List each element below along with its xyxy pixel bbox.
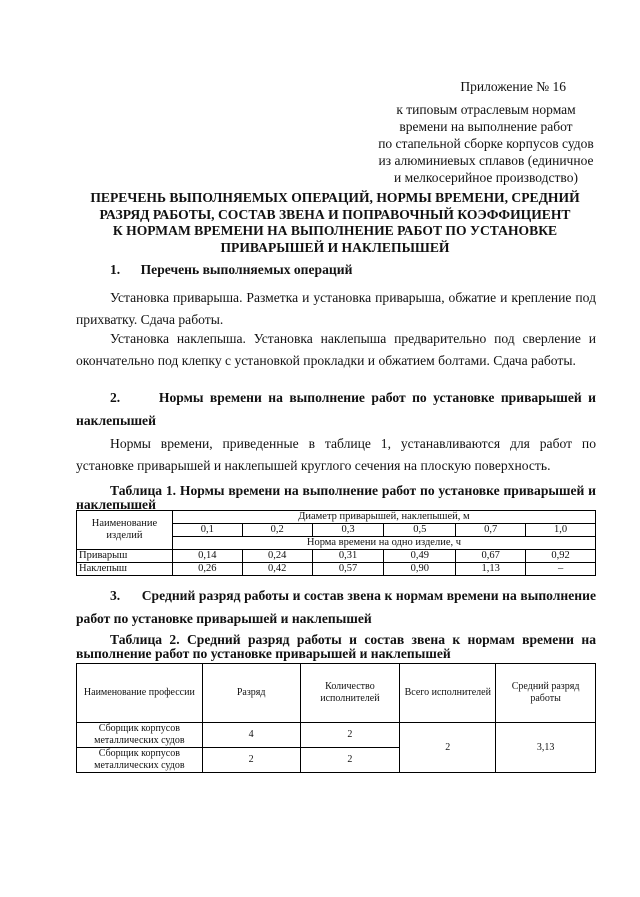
appendix-line: к типовым отраслевым нормам <box>396 102 576 117</box>
table2-total: 2 <box>400 723 496 773</box>
section2-para: Нормы времени, приведенные в таблице 1, устанавливаются для работ по установке приварышей и наклепышей круглого сечения на плоскую поверхность. <box>76 436 596 473</box>
table1-cell: 0,31 <box>312 550 384 563</box>
table-row <box>77 550 596 563</box>
table1-diameter: 0,3 <box>312 524 384 537</box>
appendix-line: времени на выполнение работ <box>399 119 573 134</box>
appendix-line: и мелкосерийное производство) <box>394 170 578 185</box>
table1-diameter: 0,5 <box>384 524 456 537</box>
appendix-line: по стапельной сборке корпусов судов <box>378 136 594 151</box>
table2-count: 2 <box>300 748 400 773</box>
section1-para1: Установка приварыша. Разметка и установка приварыша, обжатие и крепление под прихватку. Сдача работы. <box>76 290 596 327</box>
table1-diameter: 0,7 <box>456 524 526 537</box>
title-line: РАЗРЯД РАБОТЫ, СОСТАВ ЗВЕНА И ПОПРАВОЧНЫЙ КОЭФФИЦИЕНТ <box>99 206 571 222</box>
table-row <box>77 723 596 748</box>
table-row <box>77 563 596 576</box>
table2-caption: Таблица 2. Средний разряд работы и состав звена к нормам времени на выполнение работ по установке приварышей и наклепышей <box>76 632 596 661</box>
table2-header: Наименование профессии <box>77 664 203 723</box>
table2-profession: Сборщик корпусов металлических судов <box>77 723 203 748</box>
title-line: ПЕРЕЧЕНЬ ВЫПОЛНЯЕМЫХ ОПЕРАЦИЙ, НОРМЫ ВРЕМЕНИ, СРЕДНИЙ <box>90 190 580 205</box>
appendix-line: из алюминиевых сплавов (единичное <box>378 153 594 168</box>
table1-cell: 0,26 <box>172 563 242 576</box>
table1-diameter-header: Диаметр приварышей, наклепышей, м <box>172 511 595 524</box>
table2-header: Средний разряд работы <box>496 664 596 723</box>
section1-heading: 1. Перечень выполняемых операций <box>110 262 353 277</box>
table1-diameter: 0,1 <box>172 524 242 537</box>
table1-diameter: 1,0 <box>526 524 596 537</box>
table1-cell: – <box>526 563 596 576</box>
table2-header: Разряд <box>202 664 300 723</box>
section3-heading: 3. Средний разряд работы и состав звена к нормам времени на выполнение работ по установке приварышей и наклепышей <box>76 588 600 626</box>
section2-heading: 2. Нормы времени на выполнение работ по установке приварышей и наклепышей <box>76 390 600 428</box>
table2-profession: Сборщик корпусов металлических судов <box>77 748 203 773</box>
table1-cell: 1,13 <box>456 563 526 576</box>
table1-cell: 0,49 <box>384 550 456 563</box>
table1-cell: 0,14 <box>172 550 242 563</box>
appendix-block <box>376 78 596 186</box>
table2-avg-grade: 3,13 <box>496 723 596 773</box>
table2 <box>76 663 596 773</box>
title-line: ПРИВАРЫШЕЙ И НАКЛЕПЫШЕЙ <box>220 239 450 255</box>
table1-cell: 0,92 <box>526 550 596 563</box>
table2-grade: 2 <box>202 748 300 773</box>
table1-cell: 0,24 <box>242 550 312 563</box>
title-line: К НОРМАМ ВРЕМЕНИ НА ВЫПОЛНЕНИЕ РАБОТ ПО УСТАНОВКЕ <box>112 223 558 238</box>
table2-header: Всего исполнителей <box>400 664 496 723</box>
table1-cell: 0,67 <box>456 550 526 563</box>
table1-caption: Таблица 1. Нормы времени на выполнение работ по установке приварышей и наклепышей <box>76 483 596 512</box>
table1-cell: 0,57 <box>312 563 384 576</box>
section1-para2: Установка наклепыша. Установка наклепыша предварительно под сверление и окончательно под клепку с установкой прокладки и обжатием болтами. Сдача работы. <box>76 331 596 368</box>
table2-header: Количество исполнителей <box>300 664 400 723</box>
table2-grade: 4 <box>202 723 300 748</box>
table1-row-name: Наклепыш <box>77 563 173 576</box>
table1-cell: 0,90 <box>384 563 456 576</box>
table1 <box>76 510 596 576</box>
table1-cell: 0,42 <box>242 563 312 576</box>
table1-diameter: 0,2 <box>242 524 312 537</box>
appendix-number: Приложение № 16 <box>460 79 566 94</box>
document-title <box>70 190 600 256</box>
table1-norm-header: Норма времени на одно изделие, ч <box>172 537 595 550</box>
table2-count: 2 <box>300 723 400 748</box>
table1-row-name: Приварыш <box>77 550 173 563</box>
table1-name-header: Наименование изделий <box>77 511 173 550</box>
